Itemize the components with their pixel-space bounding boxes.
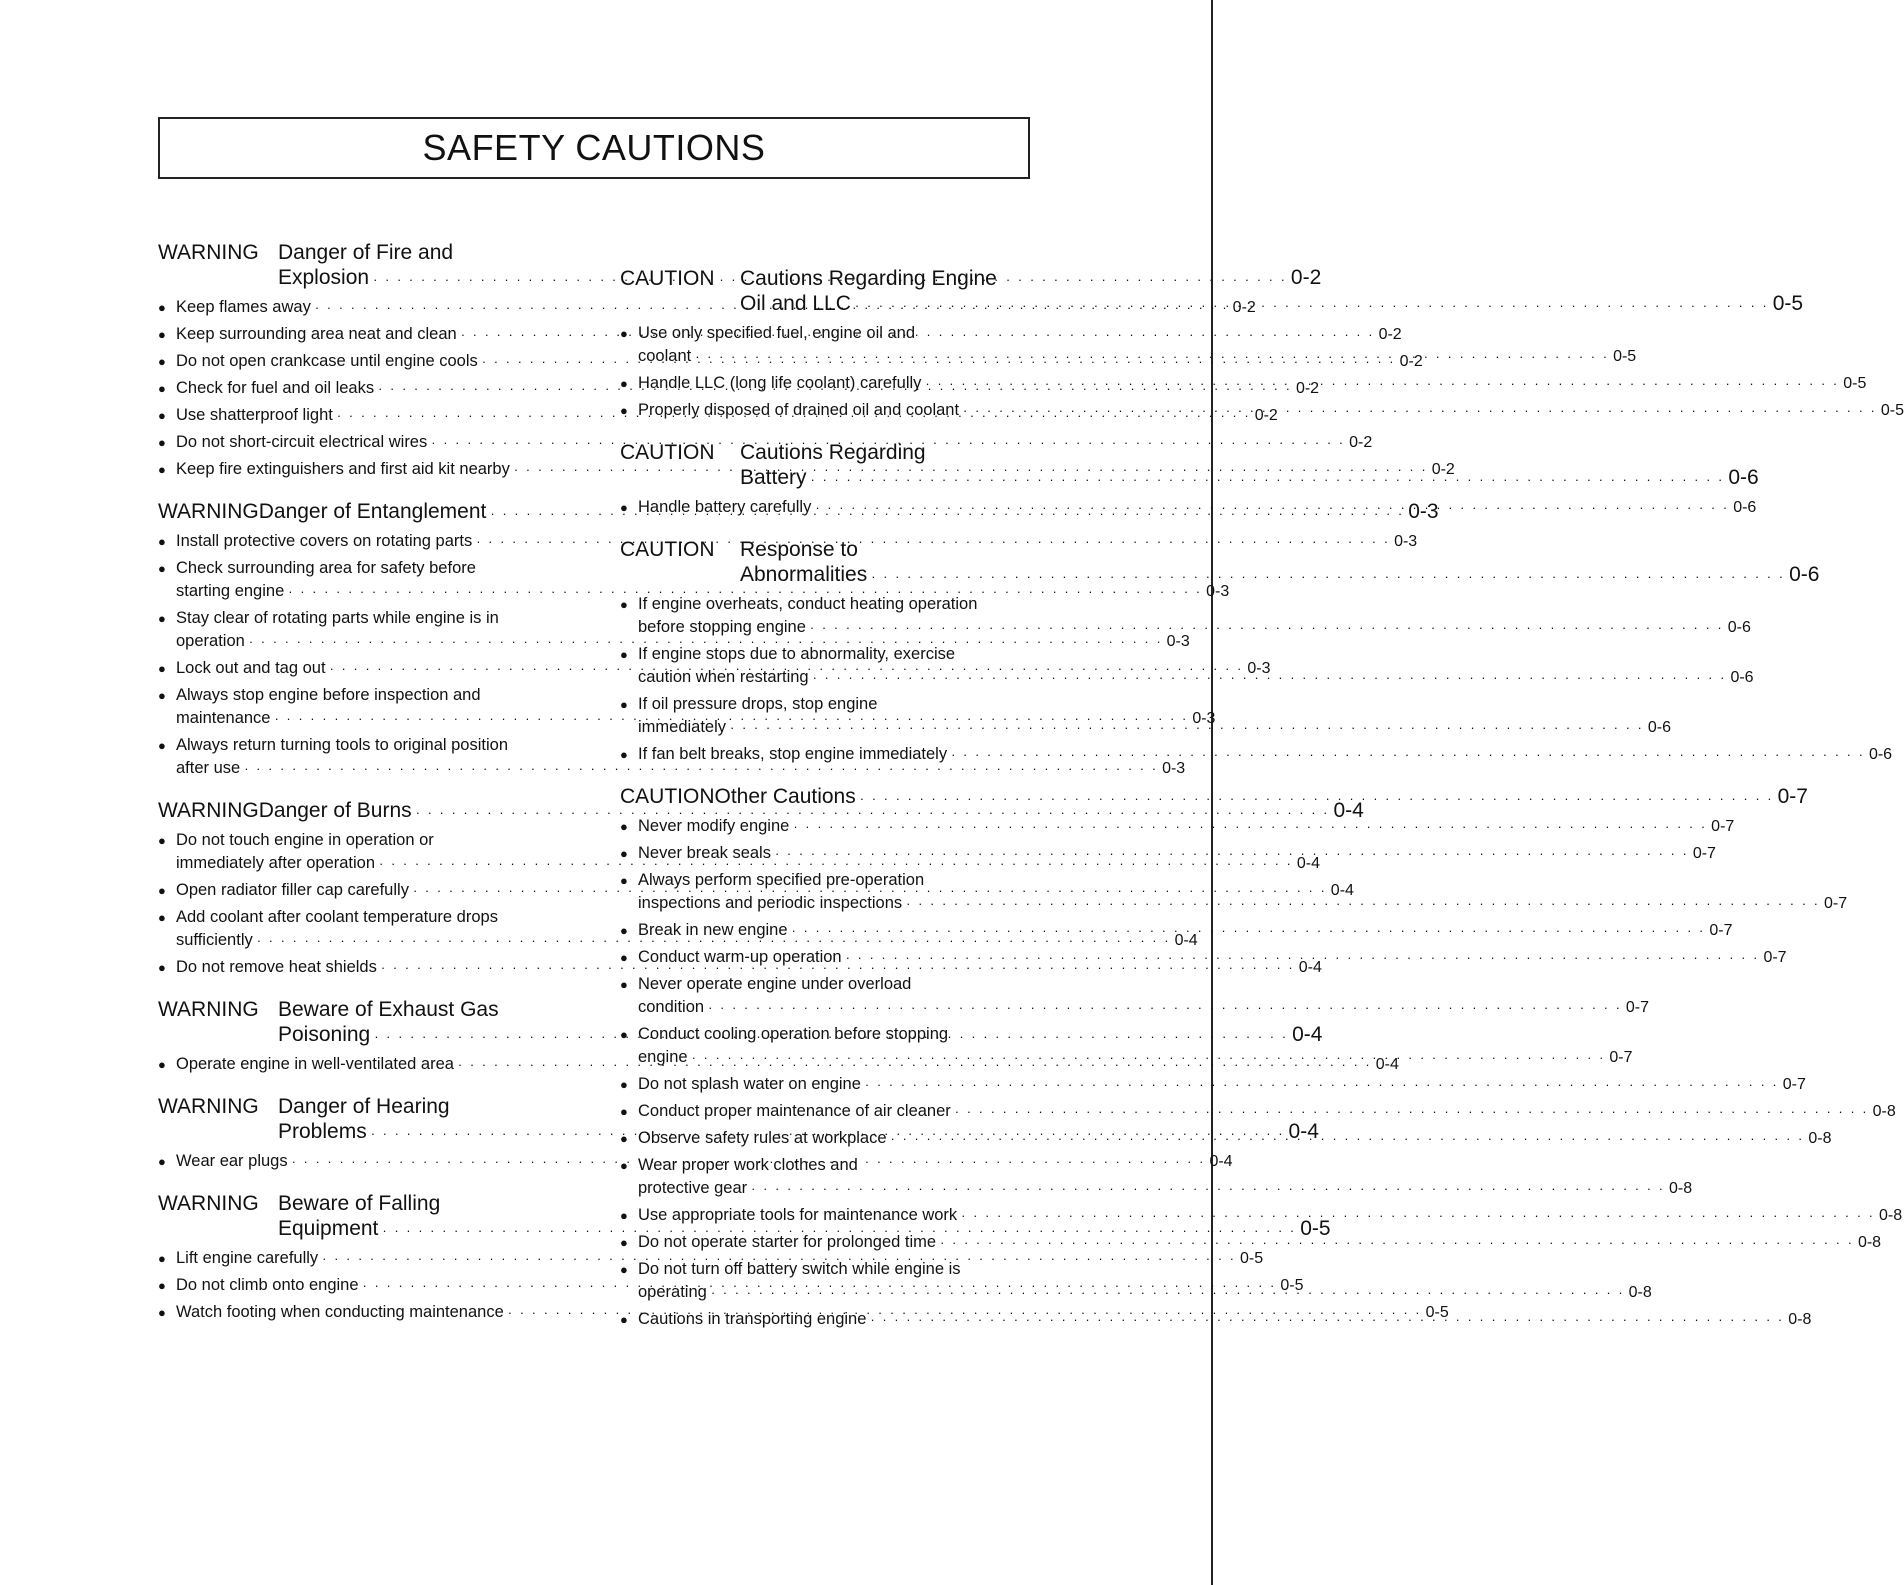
entry-text: Check surrounding area for safety before <box>176 559 476 577</box>
bullet-icon: ● <box>158 1154 166 1169</box>
leader-dots <box>951 743 1865 766</box>
page-ref: 0-8 <box>1808 1130 1832 1147</box>
bullet-icon: ● <box>158 408 166 423</box>
bullet-icon: ● <box>620 1208 628 1223</box>
entry-line <box>638 892 1847 915</box>
heading-text: Oil and LLC <box>740 292 851 315</box>
bullet-icon: ● <box>158 611 166 626</box>
page-ref: 0-6 <box>1789 563 1820 586</box>
entry-text: Conduct cooling operation before stopping <box>638 1025 949 1043</box>
section-gap <box>620 422 1054 440</box>
bullet-icon: ● <box>158 435 166 450</box>
page-ref: 0-3 <box>1162 760 1186 777</box>
page-ref: 0-4 <box>1209 1153 1233 1170</box>
entry-line <box>638 1177 1692 1200</box>
leader-dots <box>855 293 1769 318</box>
entry-text: If engine stops due to abnormality, exercise <box>638 645 956 663</box>
bullet-icon: ● <box>158 1251 166 1266</box>
entry-text: Watch footing when conducting maintenance <box>176 1303 504 1321</box>
entry-text: Never modify engine <box>638 817 790 835</box>
entry-body <box>638 372 1866 395</box>
entry-line <box>638 869 1847 892</box>
bullet-icon: ● <box>620 923 628 938</box>
heading-text: Equipment <box>278 1217 379 1240</box>
entry-text: If fan belt breaks, stop engine immediately <box>638 745 948 763</box>
entry-body <box>638 496 1756 519</box>
entry-line <box>638 973 1649 996</box>
entry-body <box>638 593 1751 639</box>
entry-text: Handle LLC (long life coolant) carefully <box>638 374 922 392</box>
entry-text: Do not touch engine in operation or <box>176 831 434 849</box>
page-ref: 0-6 <box>1868 746 1893 763</box>
severity-tag: WARNING <box>158 241 259 264</box>
heading-line <box>158 798 1364 825</box>
leader-dots <box>792 919 1706 942</box>
page-ref: 0-3 <box>1394 533 1418 550</box>
leader-dots <box>906 892 1820 915</box>
entry-text: after use <box>176 759 241 777</box>
entry-text: Use appropriate tools for maintenance work <box>638 1206 958 1224</box>
bullet-icon: ● <box>620 376 628 391</box>
page-ref: 0-4 <box>1333 799 1364 822</box>
page-ref: 0-8 <box>1879 1207 1903 1224</box>
section-gap <box>158 1173 604 1191</box>
page-ref: 0-2 <box>1232 299 1256 316</box>
entry-body <box>638 399 1904 422</box>
entry-text: inspections and periodic inspections <box>638 894 903 912</box>
entry-text: caution when restarting <box>638 668 809 686</box>
bullet-icon: ● <box>620 647 628 662</box>
leader-dots <box>925 372 1839 395</box>
bullet-icon: ● <box>158 300 166 315</box>
page-ref: 0-3 <box>1166 633 1190 650</box>
entry-text: Break in new engine <box>638 921 788 939</box>
entry-text: immediately after operation <box>176 854 376 872</box>
page-ref: 0-4 <box>1292 1023 1323 1046</box>
entry-text: Do not short-circuit electrical wires <box>176 433 428 451</box>
section-gap <box>620 519 1054 537</box>
bullet-icon: ● <box>620 326 628 341</box>
severity-tag: CAUTION <box>620 538 715 561</box>
leader-dots <box>813 666 1727 689</box>
entry-text: Lock out and tag out <box>176 659 326 677</box>
entry-line <box>638 1308 1811 1331</box>
entry-line <box>638 1231 1881 1254</box>
leader-dots <box>871 564 1785 589</box>
page-ref: 0-7 <box>1625 999 1650 1016</box>
section-gap <box>158 979 604 997</box>
entry-text: immediately <box>638 718 727 736</box>
entry-text: engine <box>638 1048 688 1066</box>
entry-text: Install protective covers on rotating parts <box>176 532 473 550</box>
entry-body <box>638 1127 1832 1150</box>
bullet-icon: ● <box>620 1027 628 1042</box>
heading-line <box>158 997 604 1022</box>
page-ref: 0-5 <box>1300 1217 1331 1240</box>
heading-text: Danger of Fire and <box>278 241 454 264</box>
entry-line <box>638 1023 1633 1046</box>
page-ref: 0-2 <box>1378 326 1402 343</box>
entry-line <box>638 616 1751 639</box>
entry-line <box>638 919 1732 942</box>
entry-line <box>638 643 1754 666</box>
page-ref: 0-3 <box>1408 500 1439 523</box>
entry-text: Do not turn off battery switch while engine is <box>638 1260 961 1278</box>
entry-body <box>638 1023 1633 1069</box>
severity-tag: WARNING <box>158 998 259 1021</box>
entry-text: If engine overheats, conduct heating operation <box>638 595 978 613</box>
entry-line <box>638 946 1787 969</box>
heading-text: Danger of Entanglement <box>258 500 487 523</box>
page-ref: 0-3 <box>1247 660 1271 677</box>
entry-line <box>638 716 1671 739</box>
bullet-icon: ● <box>620 1312 628 1327</box>
entry-text: Open radiator filler cap carefully <box>176 881 409 899</box>
heading-line <box>620 562 1820 589</box>
heading-text: Cautions Regarding <box>740 441 926 464</box>
entry-line <box>638 1127 1832 1150</box>
page-ref: 0-8 <box>1857 1234 1882 1251</box>
entry-text: Do not operate starter for prolonged time <box>638 1233 937 1251</box>
page-ref: 0-6 <box>1728 466 1759 489</box>
entry-text: Always stop engine before inspection and <box>176 686 481 704</box>
severity-tag: CAUTION <box>620 785 715 808</box>
page-ref: 0-7 <box>1763 949 1787 966</box>
entry-text: Keep fire extinguishers and first aid kit nearby <box>176 460 510 478</box>
toc-entry <box>620 1204 1903 1227</box>
bullet-icon: ● <box>620 597 628 612</box>
section-gap <box>620 766 1054 784</box>
page-ref: 0-5 <box>1613 348 1637 365</box>
page-ref: 0-7 <box>1609 1049 1633 1066</box>
bullet-icon: ● <box>158 960 166 975</box>
heading-text: Cautions Regarding Engine <box>740 267 997 290</box>
entry-text: operating <box>638 1283 707 1301</box>
leader-dots <box>711 1281 1625 1304</box>
bullet-icon: ● <box>620 873 628 888</box>
bullet-icon: ● <box>158 534 166 549</box>
entry-body <box>638 1073 1806 1096</box>
entry-text: condition <box>638 998 705 1016</box>
page-ref: 0-5 <box>1240 1250 1264 1267</box>
entry-line <box>638 1046 1633 1069</box>
entry-text: Cautions in transporting engine <box>638 1310 867 1328</box>
heading-text: Response to <box>740 538 858 561</box>
entry-line <box>638 345 1636 368</box>
bullet-icon: ● <box>620 819 628 834</box>
page-ref: 0-5 <box>1843 375 1867 392</box>
page-ref: 0-2 <box>1431 461 1455 478</box>
heading-text: Danger of Burns <box>258 799 412 822</box>
entry-line <box>638 1073 1806 1096</box>
toc-entry <box>620 593 1751 639</box>
leader-dots <box>961 1204 1875 1227</box>
page-ref: 0-3 <box>1192 710 1216 727</box>
heading-text: Beware of Falling <box>278 1192 441 1215</box>
entry-line <box>638 593 1751 616</box>
bullet-icon: ● <box>158 354 166 369</box>
page-ref: 0-5 <box>1880 402 1904 419</box>
severity-tag: WARNING <box>158 1192 259 1215</box>
page-ref: 0-6 <box>1730 669 1754 686</box>
entry-line <box>638 693 1671 716</box>
heading-line <box>158 1191 604 1216</box>
entry-text: Check for fuel and oil leaks <box>176 379 375 397</box>
bullet-icon: ● <box>620 1104 628 1119</box>
entry-line <box>638 372 1866 395</box>
entry-text: Conduct proper maintenance of air cleaner <box>638 1102 951 1120</box>
entry-line <box>638 1204 1902 1227</box>
toc-entry <box>620 815 1735 838</box>
entry-text: before stopping engine <box>638 618 806 636</box>
heading-text: Problems <box>278 1120 367 1143</box>
entry-line <box>638 996 1649 1019</box>
bullet-icon: ● <box>158 1305 166 1320</box>
entry-line <box>638 815 1734 838</box>
severity-tag: WARNING <box>158 1095 259 1118</box>
entry-body <box>638 1100 1896 1123</box>
page-ref: 0-2 <box>1290 266 1322 289</box>
bullet-icon: ● <box>158 381 166 396</box>
section-gap <box>158 481 604 499</box>
entry-body <box>638 643 1754 689</box>
heading-line <box>620 537 1054 562</box>
leader-dots <box>730 716 1644 739</box>
leader-dots <box>692 1046 1606 1069</box>
toc-entry <box>620 1073 1806 1096</box>
heading-text: Beware of Exhaust Gas <box>278 998 499 1021</box>
leader-dots <box>775 842 1689 865</box>
page-ref: 0-6 <box>1733 499 1757 516</box>
page-ref: 0-4 <box>1375 1056 1399 1073</box>
heading-text: Explosion <box>278 266 370 289</box>
entry-text: Do not splash water on engine <box>638 1075 861 1093</box>
toc-entry <box>620 1231 1882 1254</box>
entry-line <box>638 743 1892 766</box>
severity-tag: WARNING <box>158 500 259 523</box>
title-box <box>158 117 1030 179</box>
heading-line <box>620 266 1054 291</box>
heading-text: Abnormalities <box>740 563 868 586</box>
page-ref: 0-7 <box>1709 922 1733 939</box>
bullet-icon: ● <box>620 950 628 965</box>
toc-entry <box>620 743 1893 766</box>
bullet-icon: ● <box>158 1057 166 1072</box>
heading-line <box>158 1094 604 1119</box>
bullet-icon: ● <box>620 1158 628 1173</box>
heading-line <box>620 440 1054 465</box>
leader-dots <box>963 399 1877 422</box>
toc-entry <box>620 973 1650 1019</box>
entry-body <box>638 842 1716 865</box>
bullet-icon: ● <box>158 738 166 753</box>
entry-text: protective gear <box>638 1179 748 1197</box>
page-ref: 0-6 <box>1727 619 1751 636</box>
page-ref: 0-8 <box>1788 1311 1812 1328</box>
entry-text: starting engine <box>176 582 285 600</box>
entry-body <box>638 322 1636 368</box>
entry-text: coolant <box>638 347 692 365</box>
page-ref: 0-5 <box>1425 1304 1449 1321</box>
section-gap <box>158 1076 604 1094</box>
bullet-icon: ● <box>620 1235 628 1250</box>
leader-dots <box>860 786 1774 811</box>
entry-text: Observe safety rules at workplace <box>638 1129 887 1147</box>
severity-tag: CAUTION <box>620 267 715 290</box>
leader-dots <box>891 1127 1805 1150</box>
heading-text: Other Cautions <box>714 785 856 808</box>
entry-text: Conduct warm-up operation <box>638 948 842 966</box>
bullet-icon: ● <box>158 833 166 848</box>
page-ref: 0-7 <box>1692 845 1716 862</box>
entry-text: Wear proper work clothes and <box>638 1156 858 1174</box>
entry-text: Stay clear of rotating parts while engine is in <box>176 609 499 627</box>
bullet-icon: ● <box>158 327 166 342</box>
entry-text: Always return turning tools to original position <box>176 736 509 754</box>
bullet-icon: ● <box>620 500 628 515</box>
entry-line <box>638 1281 1652 1304</box>
page-ref: 0-5 <box>1772 292 1804 315</box>
bullet-icon: ● <box>620 977 628 992</box>
bullet-icon: ● <box>620 1262 628 1277</box>
entry-line <box>638 1258 1652 1281</box>
entry-text: Never break seals <box>638 844 771 862</box>
page-ref: 0-4 <box>1298 959 1322 976</box>
heading-text: Danger of Hearing <box>278 1095 450 1118</box>
entry-body <box>638 1204 1902 1227</box>
entry-text: Handle battery carefully <box>638 498 812 516</box>
entry-body <box>638 973 1649 1019</box>
entry-body <box>638 815 1734 838</box>
entry-text: Use shatterproof light <box>176 406 333 424</box>
entry-text: Properly disposed of drained oil and coolant <box>638 401 960 419</box>
page-ref: 0-7 <box>1711 818 1735 835</box>
entry-text: If oil pressure drops, stop engine <box>638 695 878 713</box>
heading-line <box>158 240 604 265</box>
bullet-icon: ● <box>620 747 628 762</box>
leader-dots <box>695 345 1609 368</box>
leader-dots <box>810 616 1724 639</box>
page-ref: 0-7 <box>1782 1076 1806 1093</box>
section-heading <box>158 798 1364 825</box>
page-ref: 0-4 <box>1288 1120 1319 1143</box>
entry-body <box>638 693 1671 739</box>
bullet-icon: ● <box>158 1278 166 1293</box>
entry-text: sufficiently <box>176 931 253 949</box>
entry-line <box>638 399 1904 422</box>
entry-text: Lift engine carefully <box>176 1249 319 1267</box>
entry-body <box>638 919 1732 942</box>
leader-dots <box>870 1308 1784 1331</box>
bullet-icon: ● <box>158 910 166 925</box>
entry-text: Operate engine in well-ventilated area <box>176 1055 454 1073</box>
entry-body <box>638 1154 1692 1200</box>
heading-text: Battery <box>740 466 807 489</box>
section-gap <box>158 780 604 798</box>
entry-text: Add coolant after coolant temperature drops <box>176 908 498 926</box>
entry-text: Do not open crankcase until engine cools <box>176 352 478 370</box>
entry-line <box>638 496 1756 519</box>
leader-dots <box>811 467 1725 492</box>
page-ref: 0-8 <box>1669 1180 1693 1197</box>
entry-text: Never operate engine under overload <box>638 975 912 993</box>
entry-text: Keep surrounding area neat and clean <box>176 325 457 343</box>
bullet-icon: ● <box>620 697 628 712</box>
page-ref: 0-3 <box>1206 583 1230 600</box>
bullet-icon: ● <box>158 883 166 898</box>
bullet-icon: ● <box>620 403 628 418</box>
entry-text: Do not remove heat shields <box>176 958 377 976</box>
leader-dots <box>846 946 1760 969</box>
bullet-icon: ● <box>620 1131 628 1146</box>
entry-line <box>638 842 1716 865</box>
entry-body <box>638 1231 1881 1254</box>
entry-body <box>638 1258 1652 1304</box>
page-ref: 0-2 <box>1349 434 1373 451</box>
entry-text: Wear ear plugs <box>176 1152 288 1170</box>
entry-body <box>638 1308 1811 1331</box>
page-title: SAFETY CAUTIONS <box>422 127 766 168</box>
bullet-icon: ● <box>158 661 166 676</box>
leader-dots <box>865 1073 1779 1096</box>
entry-text: Do not climb onto engine <box>176 1276 359 1294</box>
heading-text: Poisoning <box>278 1023 371 1046</box>
entry-text: operation <box>176 632 245 650</box>
bullet-icon: ● <box>158 561 166 576</box>
leader-dots <box>955 1100 1869 1123</box>
leader-dots <box>815 496 1729 519</box>
page-ref: 0-4 <box>1330 882 1354 899</box>
page-ref: 0-4 <box>1296 855 1320 872</box>
entry-text: maintenance <box>176 709 271 727</box>
leader-dots <box>940 1231 1854 1254</box>
entry-line <box>638 1100 1896 1123</box>
entry-text: Always perform specified pre-operation <box>638 871 925 889</box>
toc-entry <box>158 1053 1399 1076</box>
page-ref: 0-2 <box>1399 353 1423 370</box>
page-ref: 0-8 <box>1872 1103 1896 1120</box>
entry-body <box>638 946 1787 969</box>
toc-entry <box>620 1100 1896 1123</box>
entry-body <box>638 743 1892 766</box>
page-ref: 0-5 <box>1280 1277 1304 1294</box>
page-ref: 0-2 <box>1254 407 1278 424</box>
page-ref: 0-7 <box>1777 785 1808 808</box>
bullet-icon: ● <box>158 462 166 477</box>
page-ref: 0-8 <box>1628 1284 1652 1301</box>
leader-dots <box>793 815 1707 838</box>
entry-text: Use only specified fuel, engine oil and <box>638 324 916 342</box>
entry-line <box>638 666 1754 689</box>
severity-tag: CAUTION <box>620 441 715 464</box>
entry-line <box>638 1154 1692 1177</box>
entry-body <box>638 869 1847 915</box>
bullet-icon: ● <box>158 688 166 703</box>
leader-dots <box>708 996 1622 1019</box>
page-ref: 0-7 <box>1824 895 1848 912</box>
entry-line <box>638 322 1636 345</box>
page-ref: 0-6 <box>1647 719 1671 736</box>
bullet-icon: ● <box>620 1077 628 1092</box>
severity-tag: WARNING <box>158 799 259 822</box>
entry-text: Keep flames away <box>176 298 311 316</box>
leader-dots <box>751 1177 1665 1200</box>
bullet-icon: ● <box>620 846 628 861</box>
page-ref: 0-4 <box>1174 932 1198 949</box>
page-ref: 0-2 <box>1295 380 1320 397</box>
